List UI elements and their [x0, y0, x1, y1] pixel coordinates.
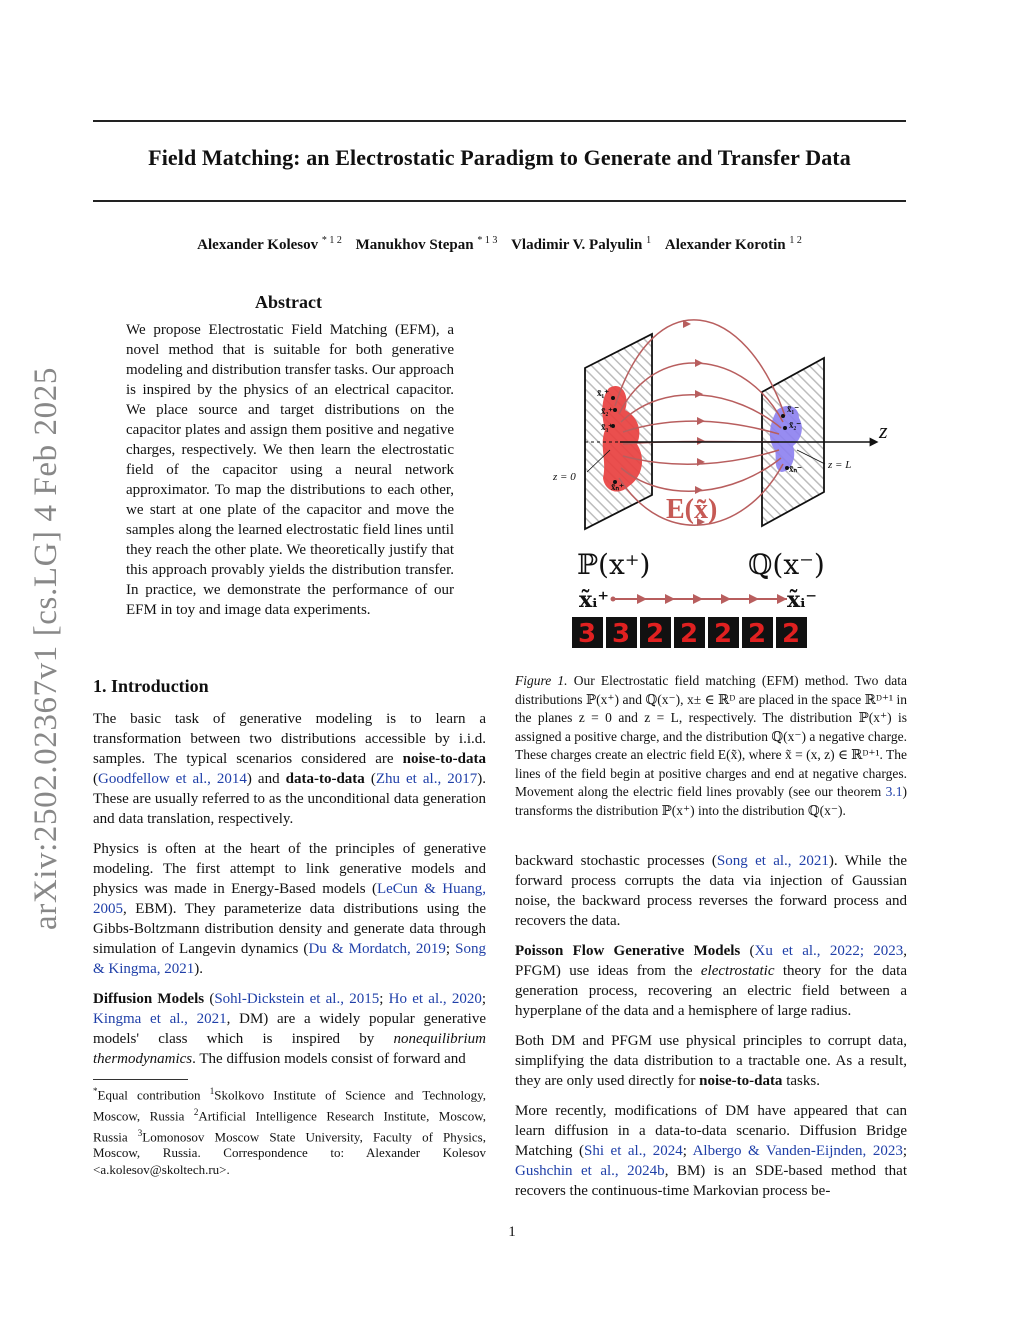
text: ) transforms the distribution ℙ(x⁺) into the distribution ℚ(x⁻).	[515, 784, 907, 818]
field-label: E(x̃)	[666, 494, 718, 525]
transfer-arrow	[721, 594, 731, 604]
arxiv-watermark: arXiv:2502.02367v1 [cs.LG] 4 Feb 2025	[28, 367, 64, 930]
paragraph-lead: Poisson Flow Generative Models	[515, 943, 741, 959]
footnote: *Equal contribution $^1$Skolkovo Institute of Science and Technology, Moscow, Russia $^2$Artificial Intelligence Research Institute, Moscow, Russia $^3$Lomonosov Moscow State University, Faculty of Physics, Moscow, Russia. Correspondence to: Alexander Kolesov <a.kolesov@skoltech.ru>.	[93, 1086, 487, 1177]
right-paragraph-1	[515, 851, 907, 931]
caption-label: Figure 1.	[515, 673, 568, 688]
right-paragraph-4	[515, 1101, 907, 1201]
target-sample-label: x̃ᵢ⁻	[787, 587, 817, 613]
transfer-arrow	[693, 594, 703, 604]
field-arrow	[697, 437, 705, 445]
zL-label: z = L	[828, 459, 852, 471]
citation-link[interactable]: Sohl-Dickstein et al., 2015	[214, 991, 380, 1007]
field-arrow	[695, 359, 703, 367]
digit-label: 2	[781, 619, 801, 649]
text: (	[740, 943, 755, 959]
author-name: Manukhov Stepan	[355, 237, 474, 253]
author-affiliation: 1	[646, 235, 652, 246]
italic-term: nonequilibrium thermodynamics	[93, 1031, 486, 1067]
field-arrow	[697, 417, 705, 425]
sample-point	[611, 396, 615, 400]
bold-term: noise-to-data	[402, 751, 486, 767]
citation-link[interactable]: Zhu et al., 2017	[375, 771, 478, 787]
text: ;	[682, 1143, 693, 1159]
italic-term: electrostatic	[700, 963, 775, 979]
text: The basic task of generative modeling is to learn a transformation between two distributions accessible by i.i.d. samples. The typical scenarios considered are	[93, 711, 486, 767]
bold-term: data-to-data	[285, 771, 365, 787]
citation-link[interactable]: Xu et al., 2022; 2023	[754, 943, 904, 959]
text: ;	[902, 1143, 907, 1159]
citation-link[interactable]: Shi et al., 2024	[584, 1143, 683, 1159]
distribution-p-label: ℙ(x⁺)	[577, 548, 651, 581]
citation-link[interactable]: Ho et al., 2020	[388, 991, 482, 1007]
text: backward stochastic processes (	[515, 853, 717, 869]
author-2	[356, 237, 498, 253]
efm-diagram	[515, 310, 907, 650]
text: Physics is often at the heart of the principles of generative modeling. The first attempt to link generative models and physics was made in Energy-Based models (	[93, 841, 486, 897]
author-name: Vladimir V. Palyulin	[511, 237, 643, 253]
abstract-body: We propose Electrostatic Field Matching (EFM), a novel method that is suitable for both generative modeling and distribution transfer tasks. Our approach is inspired by the physics of an electrical capacitor. We place source and target distributions on the capacitor plates and assign them positive and negative charges, respectively. We then learn the electrostatic field of the capacitor using a neural network approximator. To map the distributions to each other, we start at one plate of the capacitor and move the samples along the learned electrostatic field lines until they reach the other plate. We theoretically justify that this approach provably yields the distribution transfer. In practice, we demonstrate the performance of our EFM in toy and image data experiments.	[126, 322, 454, 618]
text: (	[93, 771, 98, 787]
section-heading-introduction: 1. Introduction	[93, 676, 209, 696]
citation-link[interactable]: Song & Kingma, 2021	[93, 941, 486, 977]
author-affiliation: 1 2	[789, 235, 802, 246]
paper-title: Field Matching: an Electrostatic Paradigm to Generate and Transfer Data	[148, 145, 851, 170]
citation-link[interactable]: Gushchin et al., 2024b	[515, 1163, 665, 1179]
text: (	[204, 991, 215, 1007]
text: ). These are usually referred to as the unconditional data generation and data translation, respectively.	[93, 771, 486, 827]
author-3	[511, 237, 651, 253]
text: theory for the data generation process, recovering an electric field between a hyperplane of the data and a hemisphere of large radius.	[515, 963, 907, 1019]
citation-link[interactable]: Kingma et al., 2021	[93, 1011, 227, 1027]
footnote-rule	[93, 1079, 188, 1080]
sample-point	[783, 426, 787, 430]
text: ). While the forward process corrupts the data via injection of Gaussian noise, the backward process reverses the forward process and recovers the data.	[515, 853, 907, 929]
abstract-heading: Abstract	[255, 292, 322, 312]
text: ;	[481, 991, 487, 1007]
source-sample-label: x̃ᵢ⁺	[579, 587, 609, 613]
title-rule-top	[93, 120, 906, 122]
text: , DM) are a widely popular generative models' class which is inspired by	[93, 1011, 486, 1047]
text: Our Electrostatic field matching (EFM) method. Two data distributions ℙ(x⁺) and ℚ(x⁻), x± ∈ ℝᴰ are placed in the space ℝᴰ⁺¹ in the planes z = 0 and z = L, respectively. The distribution ℙ(x⁺) is assigned a positive charge, and the distribution ℚ(x⁻) a negative charge. These charges create an electric field E(x̃), where x̃ = (x, z) ∈ ℝᴰ⁺¹. The lines of the field begin at positive charges and end at negative charges. Movement along the electric field lines provably (see our theorem	[515, 673, 907, 799]
paragraph-lead: Diffusion Models	[93, 991, 205, 1007]
bold-term: noise-to-data	[699, 1073, 783, 1089]
text: Both DM and PFGM use physical principles to corrupt data, simplifying the data distribution to a tractable one. As a result, they are only used directly for	[515, 1033, 907, 1089]
sample-label: x̃ₙ⁻	[789, 464, 802, 474]
page-number: 1	[508, 1224, 516, 1240]
text: More recently, modifications of DM have appeared that can learn diffusion in a data-to-data scenario. Diffusion Bridge Matching (	[515, 1103, 907, 1159]
text: Lomonosov Moscow State University, Faculty of Physics, Moscow, Russia. Correspondence to: Alexander Kolesov <a.kolesov@skoltech.ru>.	[93, 1128, 486, 1177]
text: (	[364, 771, 376, 787]
digit-strip	[572, 617, 807, 649]
intro-paragraph-1	[93, 709, 486, 829]
z-axis-label: z	[879, 418, 888, 443]
author-list	[93, 235, 906, 254]
figure-1	[515, 310, 907, 650]
text: , EBM). They parameterize data distributions using the Gibbs-Boltzmann distribution density and generate data through simulation of Langevin dynamics (	[93, 901, 486, 957]
sample-point	[613, 408, 617, 412]
field-arrow	[683, 320, 691, 328]
digit-label: 2	[713, 619, 733, 649]
sample-label: x̃₁⁻	[787, 404, 799, 414]
author-name: Alexander Kolesov	[197, 237, 319, 253]
sample-label: x̃₁⁺	[597, 388, 609, 398]
author-affiliation: * 1 3	[477, 235, 498, 246]
text: ;	[379, 991, 389, 1007]
sample-label: x̃₃⁺	[601, 422, 613, 432]
digit-label: 3	[577, 619, 597, 649]
field-arrow	[695, 390, 703, 398]
author-1	[197, 237, 342, 253]
author-name: Alexander Korotin	[664, 237, 786, 253]
digit-label: 2	[747, 619, 767, 649]
theorem-link[interactable]: 3.1	[885, 784, 903, 799]
citation-link[interactable]: LeCun & Huang, 2005	[93, 881, 486, 917]
text: ;	[445, 941, 456, 957]
author-4	[665, 237, 802, 253]
z0-label: z = 0	[553, 471, 576, 483]
sample-point	[781, 414, 785, 418]
digit-label: 3	[611, 619, 631, 649]
transfer-arrow	[637, 594, 647, 604]
author-affiliation: * 1 2	[321, 235, 342, 246]
citation-link[interactable]: Goodfellow et al., 2014	[98, 771, 247, 787]
text: ).	[194, 961, 203, 977]
sample-label: x̃₂⁻	[789, 420, 801, 430]
text: tasks.	[782, 1073, 820, 1089]
digit-label: 2	[679, 619, 699, 649]
field-arrow	[695, 486, 703, 494]
transfer-arrow	[665, 594, 675, 604]
text: , PFGM) use ideas from the	[515, 943, 908, 979]
sample-label: x̃₂⁺	[601, 406, 613, 416]
transfer-arrow	[749, 594, 759, 604]
transfer-start-dot	[611, 597, 616, 602]
text: , BM) is an SDE-based method that recovers the continuous-time Markovian process be-	[515, 1163, 907, 1199]
right-paragraph-2	[515, 941, 907, 1021]
figure-caption	[515, 672, 907, 820]
digit-label: 2	[645, 619, 665, 649]
text: Equal contribution	[97, 1087, 210, 1103]
intro-paragraph-2	[93, 839, 486, 979]
title-rule-bottom	[93, 200, 906, 202]
citation-link[interactable]: Du & Mordatch, 2019	[308, 941, 446, 957]
text: ) and	[246, 771, 286, 787]
citation-link[interactable]: Song et al., 2021	[716, 853, 829, 869]
text: Artificial Intelligence Research Institute, Moscow, Russia	[93, 1108, 486, 1144]
sample-label: x̃ₙ⁺	[611, 482, 624, 492]
right-paragraph-3	[515, 1031, 907, 1091]
citation-link[interactable]: Albergo & Vanden-Eijnden, 2023	[692, 1143, 903, 1159]
text: Skolkovo Institute of Science and Technology, Moscow, Russia	[93, 1087, 487, 1124]
distribution-q-label: ℚ(x⁻)	[748, 548, 825, 581]
transfer-arrow	[777, 594, 787, 604]
intro-paragraph-3	[93, 989, 486, 1069]
text: . The diffusion models consist of forward and	[192, 1051, 466, 1067]
